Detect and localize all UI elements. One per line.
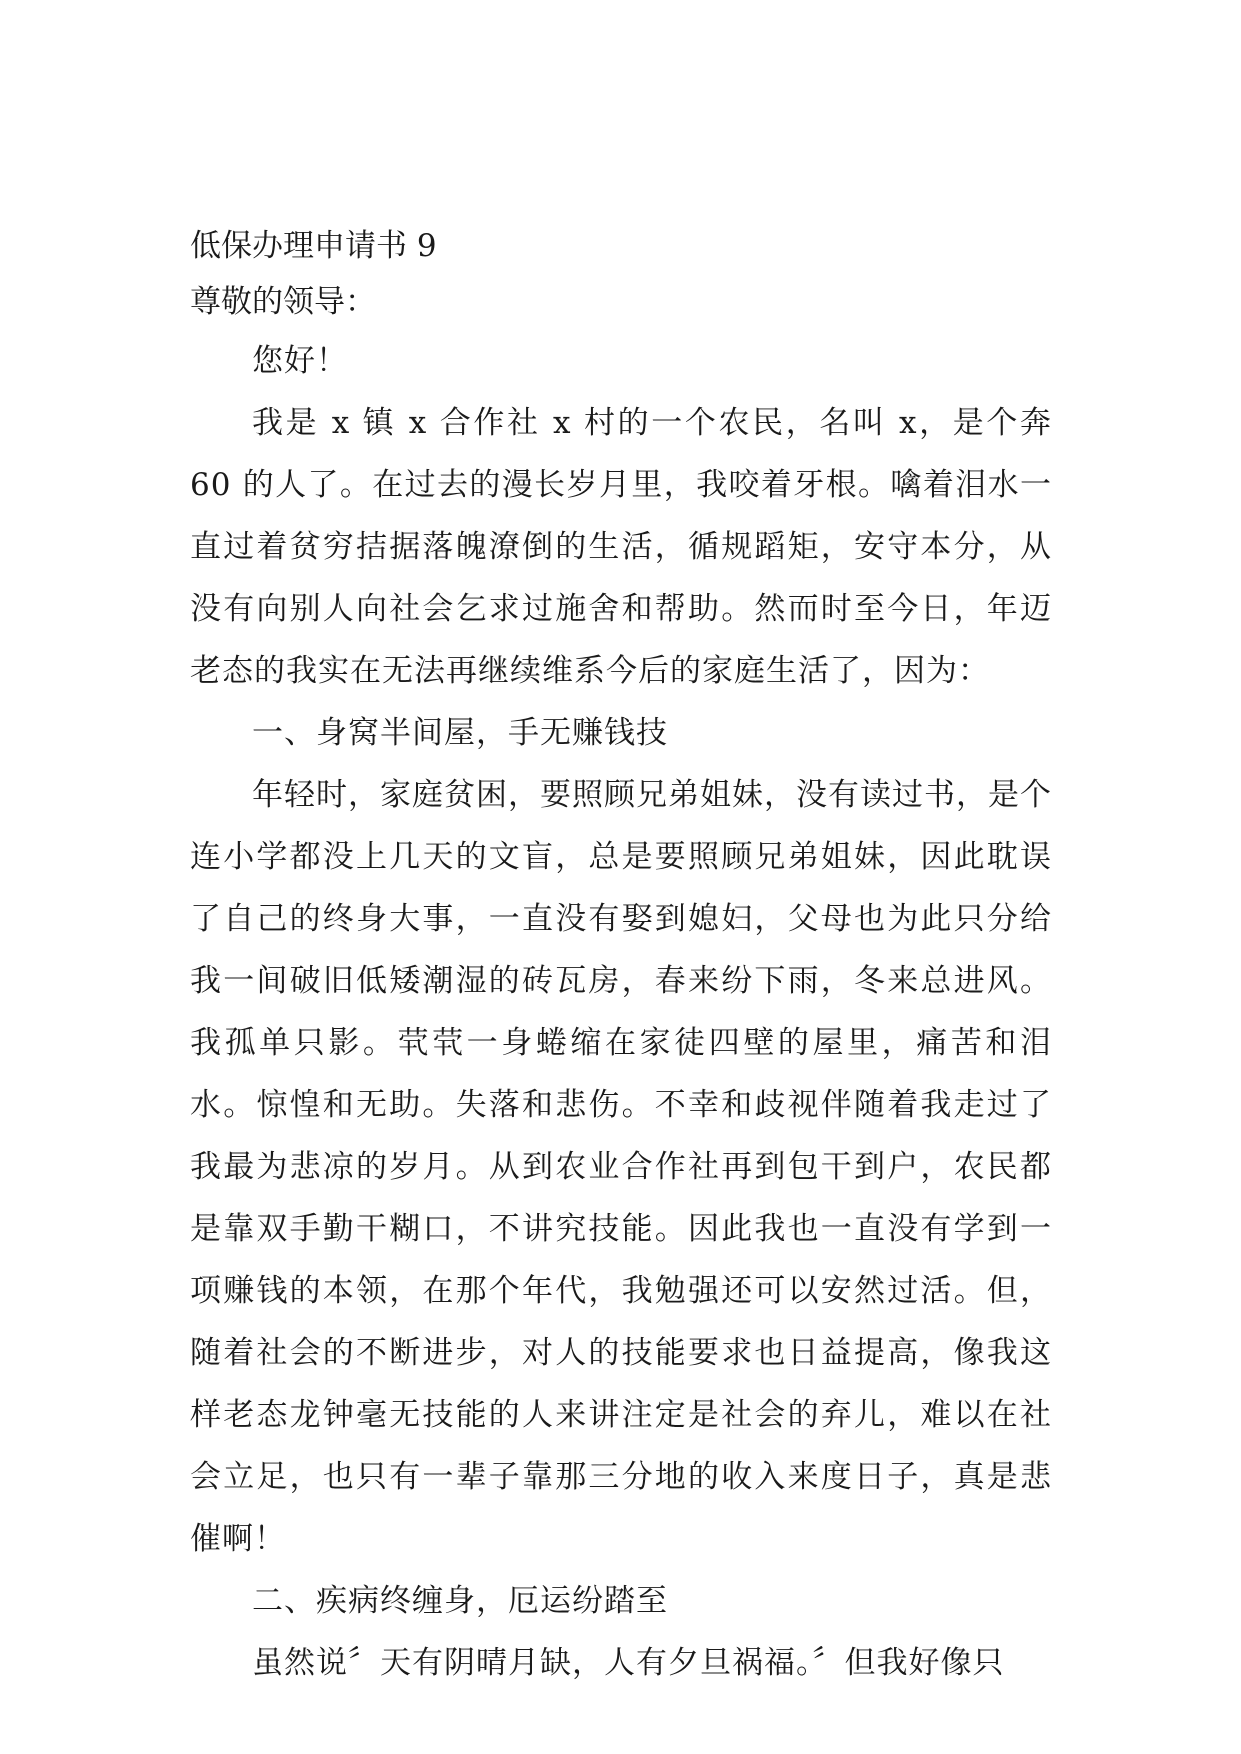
paragraph-intro: 我是 x 镇 x 合作社 x 村的一个农民，名叫 x，是个奔 60 的人了。在过去的漫长岁月里，我咬着牙根。噙着泪水一直过着贫穷拮据落魄潦倒的生活，循规蹈矩，安守本分，从没有向别人向社会乞求过施舍和帮助。然而时至今日，年迈老态的我实在无法再继续维系今后的家庭生活了，因为： [190, 405, 1052, 689]
section-heading-1: 一、身窝半间屋，手无赚钱技 [252, 715, 668, 751]
document-body [190, 218, 1052, 1694]
paragraph-section-1: 年轻时，家庭贫困，要照顾兄弟姐妹，没有读过书，是个连小学都没上几天的文盲，总是要照顾兄弟姐妹，因此耽误了自己的终身大事，一直没有娶到媳妇，父母也为此只分给我一间破旧低矮潮湿的砖瓦房，春来纷下雨，冬来总进风。我孤单只影。茕茕一身蜷缩在家徒四壁的屋里，痛苦和泪水。惊惶和无助。失落和悲伤。不幸和歧视伴随着我走过了我最为悲凉的岁月。从到农业合作社再到包干到户，农民都是靠双手勤干糊口，不讲究技能。因此我也一直没有学到一项赚钱的本领，在那个年代，我勉强还可以安然过活。但，随着社会的不断进步，对人的技能要求也日益提高，像我这样老态龙钟毫无技能的人来讲注定是社会的弃儿，难以在社会立足，也只有一辈子靠那三分地的收入来度日子，真是悲催啊！ [190, 777, 1052, 1557]
greeting: 您好！ [252, 343, 348, 379]
paragraph-section-2: 虽然说〞天有阴晴月缺，人有夕旦祸福。〞但我好像只 [252, 1645, 1005, 1681]
document-title: 低保办理申请书 9 [190, 228, 437, 264]
salutation: 尊敬的领导： [190, 284, 376, 320]
section-heading-2: 二、疾病终缠身，厄运纷踏至 [252, 1583, 668, 1619]
